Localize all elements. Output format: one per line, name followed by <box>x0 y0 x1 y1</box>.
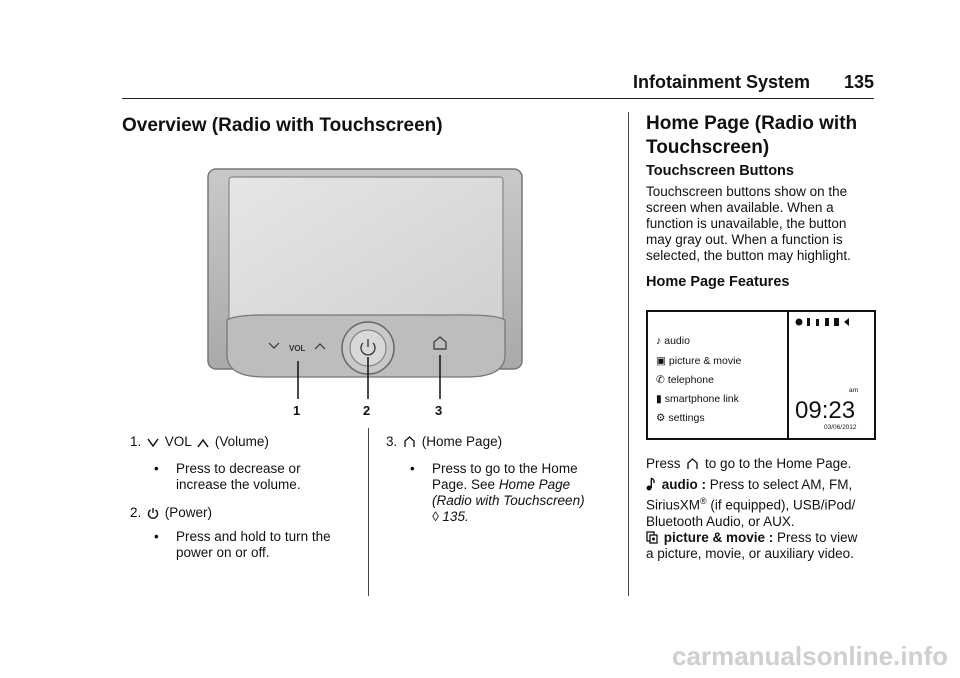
chevron-down-icon <box>147 438 159 448</box>
header-rule <box>122 98 874 99</box>
radio-illustration <box>205 165 525 425</box>
subheading-home-page-features: Home Page Features <box>646 274 790 290</box>
phone-icon: ✆ <box>656 374 665 386</box>
picture-icon: ▣ <box>656 355 666 367</box>
svg-text:▮smartphone link <box>656 393 740 405</box>
watermark: carmanualsonline.info <box>672 641 948 671</box>
music-note-icon: ♪ <box>656 335 662 347</box>
picture-movie-icon <box>646 531 658 544</box>
cross-ref-page[interactable]: 135. <box>442 509 469 524</box>
clock-ampm: am <box>849 387 859 394</box>
svg-text:♪audio <box>656 335 690 347</box>
menu-audio[interactable]: audio <box>664 335 690 347</box>
clock-date: 03/06/2012 <box>824 424 857 431</box>
menu-picture-movie[interactable]: picture & movie <box>668 355 742 367</box>
menu-settings[interactable]: settings <box>668 412 705 424</box>
svg-text:⚙settings <box>656 412 705 424</box>
svg-text:✆telephone <box>656 374 714 386</box>
cross-ref-link[interactable]: Home Page <box>498 477 571 492</box>
subheading-touchscreen-buttons: Touchscreen Buttons <box>646 163 794 179</box>
callout-3: 3 <box>435 403 443 418</box>
power-icon <box>147 507 159 519</box>
list-item-home: 3. (Home Page) <box>386 434 503 449</box>
running-header-section: Infotainment System <box>632 72 810 92</box>
paragraph-picture-movie: picture & movie : Press to view a picture, movie, or auxiliary video. <box>646 530 858 561</box>
column-divider <box>628 112 629 596</box>
paragraph-press-home: Press to go to the Home Page. <box>646 456 852 471</box>
bullet-dot: • <box>154 529 159 544</box>
chevron-up-icon <box>197 438 209 448</box>
menu-smartphone-link[interactable]: smartphone link <box>664 393 739 405</box>
menu-telephone[interactable]: telephone <box>667 374 714 386</box>
cross-ref-link[interactable]: (Radio with Touchscreen) <box>432 493 585 508</box>
section-title-overview: Overview (Radio with Touchscreen) <box>122 115 443 136</box>
page-number: 135 <box>843 72 874 92</box>
callout-1: 1 <box>293 403 301 418</box>
bullet-dot: • <box>154 461 159 476</box>
bullet-home: Press to go to the Home Page. See Home Page (Radio with Touchscreen) ◊ 135. <box>432 461 585 524</box>
clock-time: 09:23 <box>795 397 856 424</box>
bullet-dot: • <box>410 461 415 476</box>
home-icon <box>403 436 416 448</box>
home-page-screen-illustration <box>646 310 876 440</box>
list-item-power: 2. (Power) <box>130 505 213 520</box>
smartphone-icon: ▮ <box>656 393 662 405</box>
vol-label: VOL <box>289 344 306 353</box>
home-icon <box>686 458 699 470</box>
list-item-volume: 1. VOL (Volume) <box>130 434 269 449</box>
svg-text:▣picture & movie <box>656 355 741 367</box>
paragraph-audio: audio : Press to select AM, FM, SiriusXM® (if equipped), USB/iPod/ Bluetooth Audio, or AUX. <box>646 477 856 529</box>
page-ref-icon: ◊ <box>432 509 443 524</box>
column-divider <box>368 428 369 596</box>
callout-2: 2 <box>363 403 371 418</box>
section-title-home-page: Home Page (Radio with Touchscreen) <box>646 113 858 158</box>
bullet-power: Press and hold to turn the power on or off. <box>176 529 331 560</box>
paragraph-touchscreen-buttons: Touchscreen buttons show on the screen when available. When a function is unavailable, the button may gray out. When a function is selected, the button may highlight. <box>646 184 851 263</box>
gear-icon: ⚙ <box>656 412 666 424</box>
bullet-volume: Press to decrease or increase the volume. <box>176 461 301 492</box>
music-note-icon <box>646 477 656 491</box>
